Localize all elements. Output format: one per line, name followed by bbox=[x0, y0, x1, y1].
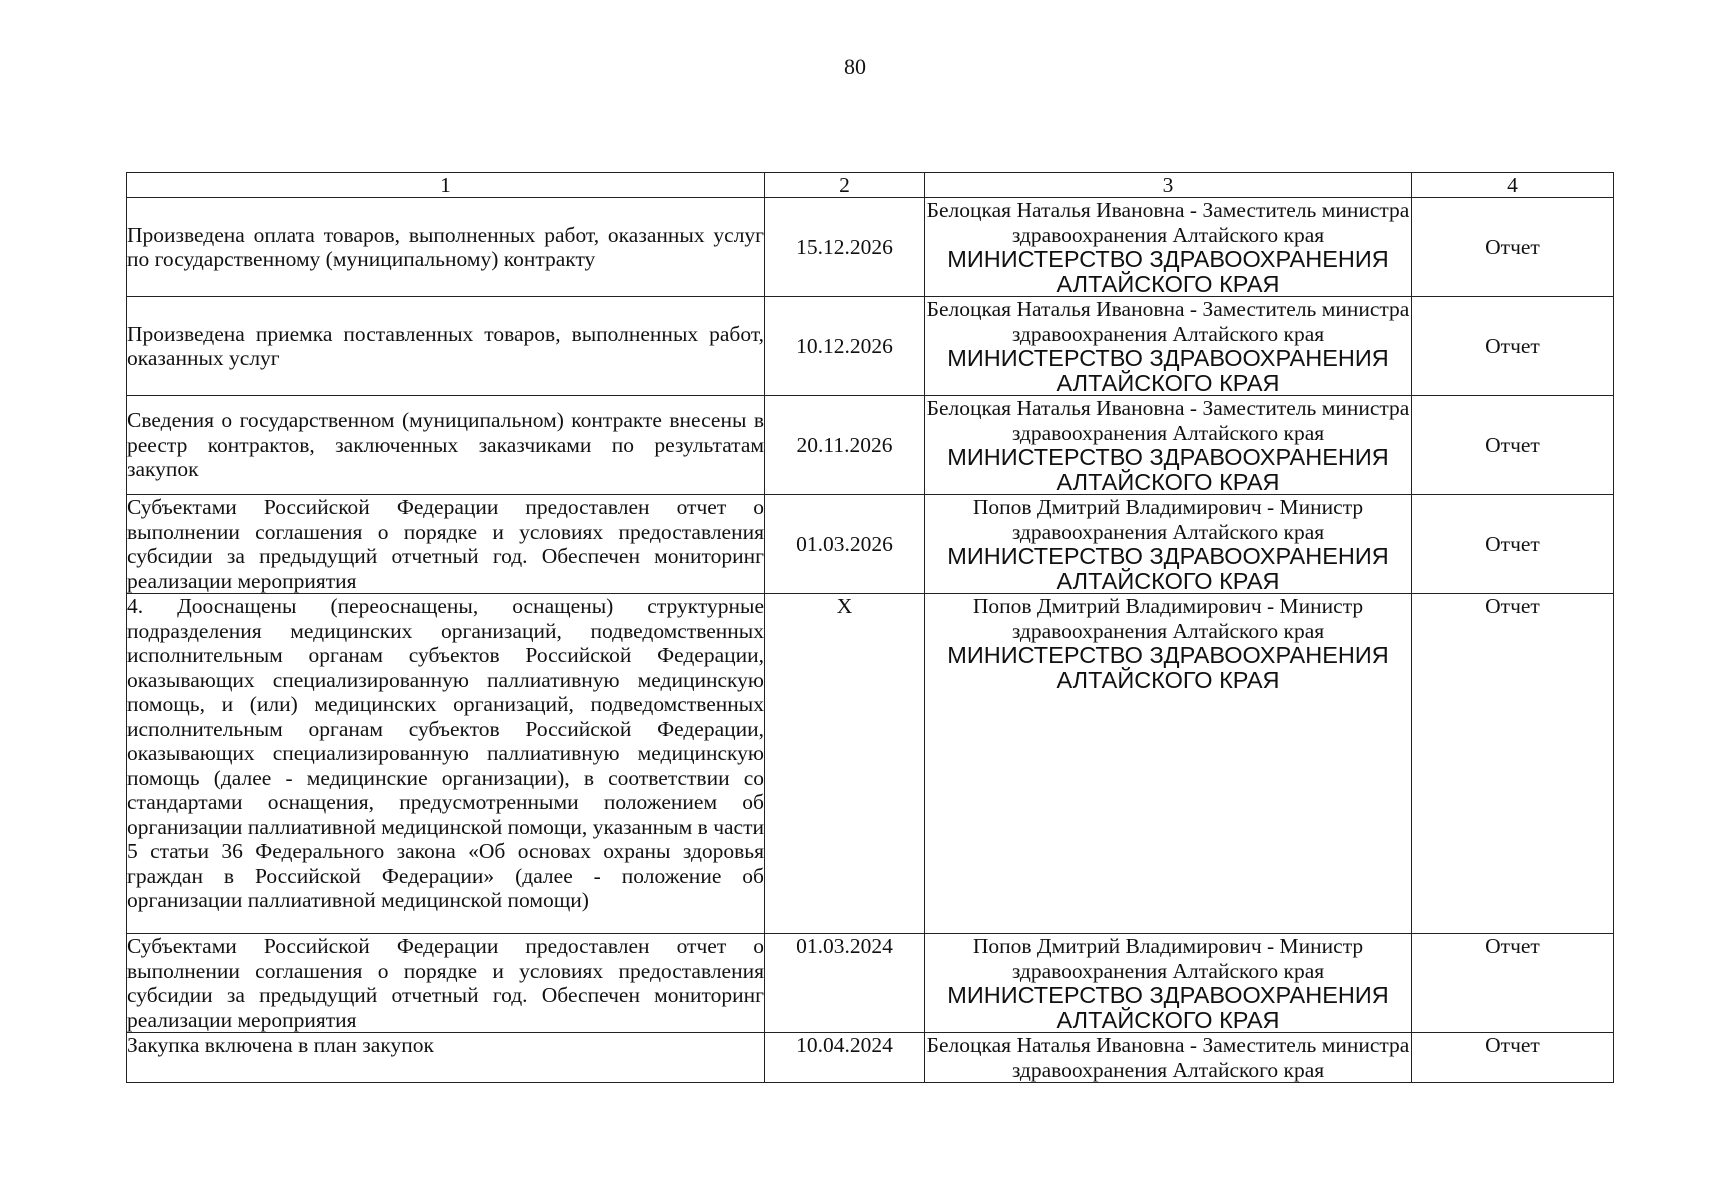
due-date: 10.12.2026 bbox=[765, 297, 925, 396]
responsible-cell bbox=[925, 297, 1412, 396]
responsible-organization: МИНИСТЕРСТВО ЗДРАВООХРАНЕНИЯ АЛТАЙСКОГО КРАЯ bbox=[947, 246, 1389, 297]
event-description: Закупка включена в план закупок bbox=[127, 1033, 765, 1083]
responsible-person: Попов Дмитрий Владимирович - Министр здравоохранения Алтайского края bbox=[972, 934, 1364, 983]
responsible-cell bbox=[925, 1033, 1412, 1083]
confirming-document: Отчет bbox=[1412, 396, 1614, 495]
responsible-cell bbox=[925, 396, 1412, 495]
confirming-document: Отчет bbox=[1412, 198, 1614, 297]
control-points-table bbox=[126, 172, 1614, 1083]
responsible-person: Белоцкая Наталья Ивановна - Заместитель министра здравоохранения Алтайского края bbox=[926, 297, 1410, 346]
responsible-cell bbox=[925, 934, 1412, 1033]
confirming-document: Отчет bbox=[1412, 297, 1614, 396]
due-date: 01.03.2024 bbox=[765, 934, 925, 1033]
event-description: Произведена приемка поставленных товаров, выполненных работ, оказанных услуг bbox=[127, 297, 765, 396]
responsible-organization: МИНИСТЕРСТВО ЗДРАВООХРАНЕНИЯ АЛТАЙСКОГО КРАЯ bbox=[947, 543, 1389, 594]
confirming-document: Отчет bbox=[1412, 1033, 1614, 1083]
table-row bbox=[127, 198, 1614, 297]
confirming-document: Отчет bbox=[1412, 495, 1614, 594]
responsible-person: Попов Дмитрий Владимирович - Министр здравоохранения Алтайского края bbox=[972, 594, 1364, 643]
table-row bbox=[127, 297, 1614, 396]
table-row bbox=[127, 495, 1614, 594]
responsible-person: Белоцкая Наталья Ивановна - Заместитель министра здравоохранения Алтайского края bbox=[926, 198, 1410, 247]
column-header-4: 4 bbox=[1412, 173, 1614, 198]
table-header-row bbox=[127, 173, 1614, 198]
responsible-cell bbox=[925, 594, 1412, 934]
responsible-organization: МИНИСТЕРСТВО ЗДРАВООХРАНЕНИЯ АЛТАЙСКОГО КРАЯ bbox=[947, 444, 1389, 495]
due-date: X bbox=[765, 594, 925, 934]
responsible-person: Белоцкая Наталья Ивановна - Заместитель министра здравоохранения Алтайского края bbox=[926, 396, 1410, 445]
due-date: 20.11.2026 bbox=[765, 396, 925, 495]
table-row bbox=[127, 1033, 1614, 1083]
column-header-2: 2 bbox=[765, 173, 925, 198]
column-header-1: 1 bbox=[127, 173, 765, 198]
responsible-organization: МИНИСТЕРСТВО ЗДРАВООХРАНЕНИЯ АЛТАЙСКОГО КРАЯ bbox=[947, 982, 1389, 1033]
table-row bbox=[127, 934, 1614, 1033]
table-row bbox=[127, 594, 1614, 934]
table-row bbox=[127, 396, 1614, 495]
confirming-document: Отчет bbox=[1412, 934, 1614, 1033]
event-description: Сведения о государственном (муниципальном) контракте внесены в реестр контрактов, заключенных заказчиками по результатам закупок bbox=[127, 396, 765, 495]
responsible-organization: МИНИСТЕРСТВО ЗДРАВООХРАНЕНИЯ АЛТАЙСКОГО КРАЯ bbox=[947, 345, 1389, 396]
column-header-3: 3 bbox=[925, 173, 1412, 198]
event-description: Субъектами Российской Федерации предоставлен отчет о выполнении соглашения о порядке и условиях предоставления субсидии за предыдущий отчетный год. Обеспечен мониторинг реализации мероприятия bbox=[127, 495, 764, 593]
confirming-document: Отчет bbox=[1412, 594, 1614, 934]
responsible-organization: МИНИСТЕРСТВО ЗДРАВООХРАНЕНИЯ АЛТАЙСКОГО КРАЯ bbox=[947, 642, 1389, 693]
responsible-cell bbox=[925, 495, 1412, 594]
due-date: 01.03.2026 bbox=[765, 495, 925, 594]
page-number: 80 bbox=[844, 54, 866, 79]
responsible-person: Белоцкая Наталья Ивановна - Заместитель министра здравоохранения Алтайского края bbox=[926, 1033, 1410, 1082]
due-date: 10.04.2024 bbox=[765, 1033, 925, 1083]
responsible-person: Попов Дмитрий Владимирович - Министр здравоохранения Алтайского края bbox=[972, 495, 1364, 544]
event-description: Произведена оплата товаров, выполненных работ, оказанных услуг по государственному (муниципальному) контракту bbox=[127, 198, 765, 297]
event-description: 4. Дооснащены (переоснащены, оснащены) структурные подразделения медицинских организаций, подведомственных исполнительным органам субъектов Российской Федерации, оказывающих специализированную паллиативную медицинскую помощь, и (или) медицинских организаций, подведомственных исполнительным органам субъектов Российской Федерации, оказывающих специализированную паллиативную медицинскую помощь (далее - медицинские организации), в соответствии со стандартами оснащения, предусмотренными положением об организации паллиативной медицинской помощи, указанным в части 5 статьи 36 Федерального закона «Об основах охраны здоровья граждан в Российской Федерации» (далее - положение об организации паллиативной медицинской помощи) bbox=[127, 594, 765, 934]
due-date: 15.12.2026 bbox=[765, 198, 925, 297]
responsible-cell bbox=[925, 198, 1412, 297]
event-description: Субъектами Российской Федерации предоставлен отчет о выполнении соглашения о порядке и условиях предоставления субсидии за предыдущий отчетный год. Обеспечен мониторинг реализации мероприятия bbox=[127, 934, 764, 1032]
